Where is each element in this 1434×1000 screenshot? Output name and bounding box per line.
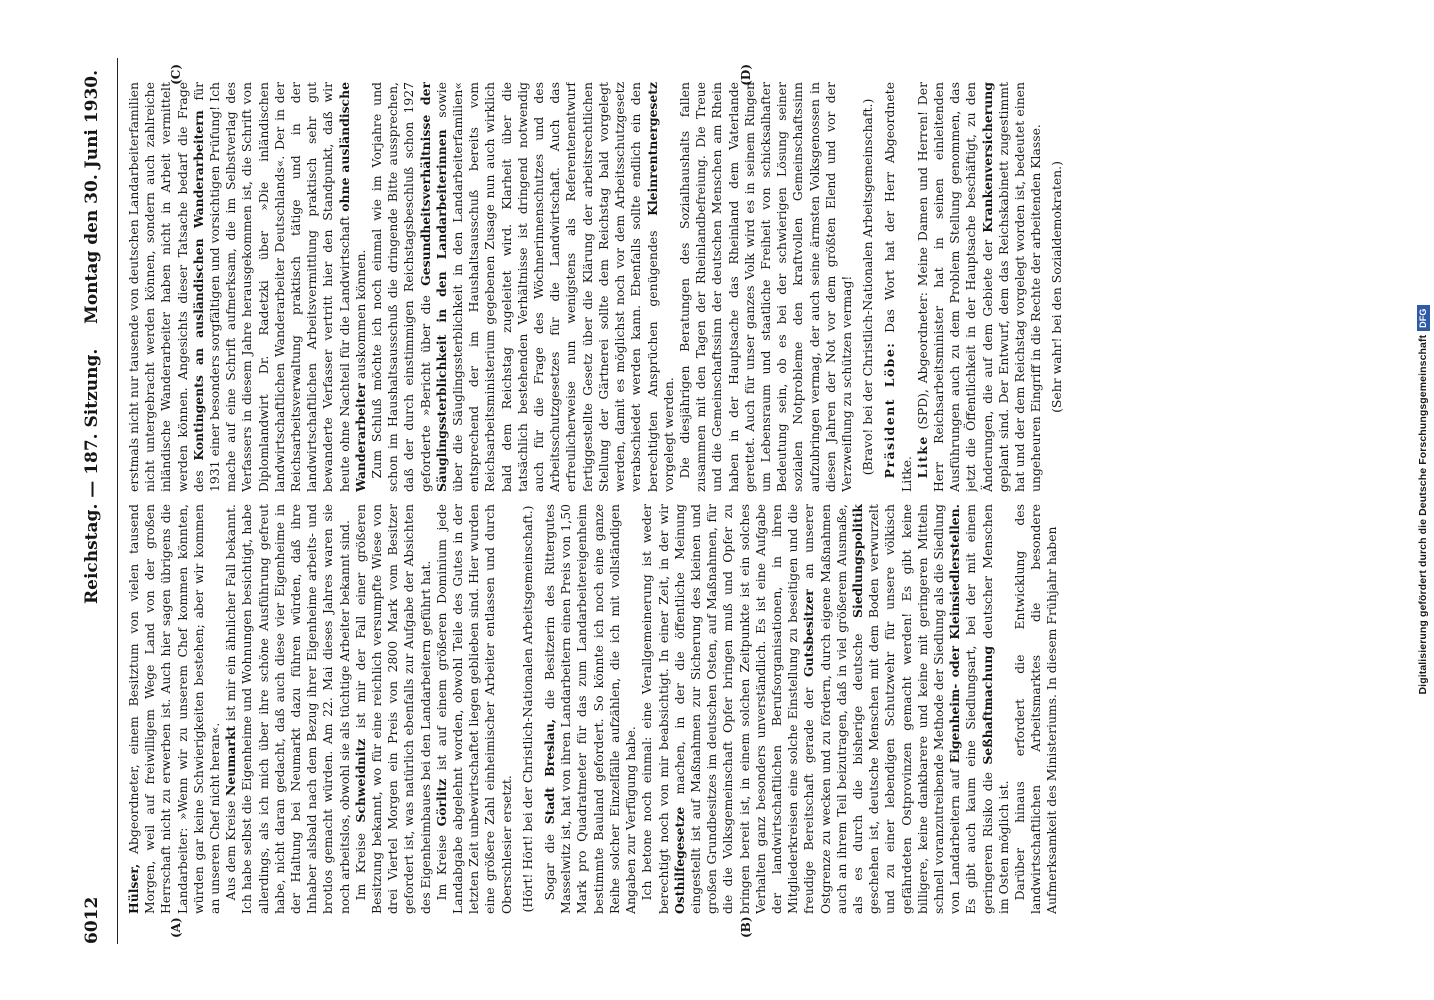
text-run: Aus dem Kreise [223, 800, 239, 901]
text-run: machen, in der die öffentliche Meinung eingestellt ist auf Maßnahmen zur Sicherung des kleinen und großen Grundbesitzes im deutschen Osten, auf Maßnahmen, für die die Volksgemeinschaft Opfer bringen muß und Opfer zu bringen bereit ist, in einem solchen Zeitpunkte ist ein solches Verhalten ganz besonders unverständlich. Es ist eine Aufgabe der landwirtschaftlichen Berufsorganisationen, in ihren Mitgliederkreisen eine solche Einstellung zu beseitigen und die freudige Bereitschaft gerade der [671, 504, 817, 914]
paragraph [882, 82, 914, 492]
emphasis-term: Osthilfegesetze [671, 806, 687, 914]
page-header [78, 58, 118, 944]
text-run: Darüber hinaus erfordert die Entwicklung des landwirtschaftlichen Arbeitsmarktes die besondere Aufmerksamkeit des Ministeriums. In diesem Frühjahr haben [1011, 504, 1060, 914]
text-run: ist mir ein ähnlicher Fall bekannt. Ich habe selbst die Eigenheime und Wohnungen besichtigt, habe allerdings, als ich mich über ihre schöne Ausführung gefreut habe, nicht daran gedacht, daß auch diese vier Eigenheime in der Haltung bei Neumarkt dazu führen würden, daß ihre Inhaber alsbald nach dem Bezug ihrer Eigenheime arbeits- und brotlos gemacht würden. Am 22. Mai dieses Jahres waren sie noch arbeitslos, obwohl sie als tüchtige Arbeiter bekannt sind. [223, 504, 352, 914]
right-column [126, 82, 1358, 492]
paragraph [639, 504, 1012, 914]
margin-letter-d: (D) [739, 64, 753, 86]
text-run: vorgelegt werden. [660, 377, 676, 492]
text-run: Im Kreise [352, 833, 368, 901]
dfg-logo: DFG [1417, 306, 1430, 331]
margin-letter-a: (A) [169, 917, 183, 938]
emphasis-place: Stadt Breslau, [542, 718, 558, 825]
text-run: ist auf einem größeren Dominium jede Landabgabe abgelehnt worden, obwohl Teile des Gutes in der letzten Zeit unbewirtschaftet liegen geblieben sind. Hier wurden eine größere Zahl einheimischer Arbeiter entlassen und durch Oberschlesier ersetzt. [433, 504, 514, 914]
running-title: Reichstag. — 187. Sitzung. [82, 348, 102, 604]
paragraph [223, 504, 353, 914]
text-run: für 1931 einer besonders sorgfältigen und vorsichtigen Prüfung! Ich mache auf eine Schrift aufmerksam, die im Selbstverlag des Verfassers in diesem Jahre herausgekommen ist, die Schrift von Diplomlandwirt Dr. Radetzki über »Die inländischen landwirtschaftlichen Wanderarbeiter Deutschlands«. Der in der Reichsarbeitsverwaltung praktisch tätige und in der landwirtschaftlichen Arbeitsvermittlung praktisch sehr gut bewanderte Verfasser vertritt hier den Standpunkt, daß wir heute ohne Nachteil für die Landwirtschaft [190, 82, 352, 492]
text-run: erstmals nicht nur tausende von deutschen Landarbeiterfamilien nicht untergebracht werden können, sondern auch zahlreiche inländische Wanderarbeiter haben nicht in Arbeit vermittelt werden können. Angesichts dieser Tatsache bedarf die Frage des [126, 82, 206, 492]
scanned-page-frame [78, 58, 1358, 944]
text-run: deutscher Menschen im Osten möglich ist. [979, 504, 1011, 914]
paragraph-text: einem Besitztum von vielen tausend Morgen, weil auf freiwilligem Wege Land von der großen Herrschaft nicht zu erwerben ist. Auch hier sagen übrigens die Landarbeiter: »Wenn wir zu unserem Chef kommen könnten, würden gar keine Schwierigkeiten bestehen; aber wir kommen an unseren Chef nicht heran«. [126, 504, 223, 914]
margin-letter-c: (C) [169, 64, 183, 85]
emphasis-term: Gutsbesitzer [801, 589, 817, 677]
paragraph [915, 82, 1045, 492]
interjection: (Bravo! bei der Christlich-Nationalen Arbeitsgemeinschaft.) [860, 98, 876, 476]
emphasis-term: Kontingents an ausländischen Wanderarbeitern [190, 110, 206, 461]
paragraph [353, 504, 434, 914]
paragraph [434, 504, 515, 914]
margin-letter-b: (B) [739, 916, 753, 938]
text-run: Ich betone noch einmal: eine Verallgemeinerung ist weder berechtigt noch von mir beabsichtigt. In einer Zeit, in der wir [639, 504, 671, 914]
interjection: (Sehr wahr! bei den Sozialdemokraten.) [1049, 161, 1065, 413]
interjection: (Hört! Hört! bei der Christlich-Nationalen Arbeitsgemeinschaft.) [519, 505, 535, 913]
paragraph [369, 82, 677, 492]
speaker-name: Präsident Löbe: [882, 341, 898, 479]
speaker-name: Hülser, [126, 863, 141, 914]
emphasis-term: Krankenversicherung [979, 82, 995, 233]
emphasis-term: Eigenheim- oder Kleinsiedlerstellen. [947, 504, 963, 764]
paragraph [126, 504, 223, 914]
text-run: die Besitzerin des Rittergutes Masselwitz ist, hat von ihren Landarbeitern einen Preis von 1,50 Mark pro Quadratmeter für das zum Landarbeitereigenheim bestimmte Bauland gefordert. So könnte ich noch eine ganze Reihe solcher Einzelfälle aufzählen, die ich mit vollständigen Angaben zur Verfügung habe. [542, 504, 639, 914]
left-column [126, 504, 1358, 914]
text-run: geplant sind. Der Entwurf, dem das Reichskabinett zugestimmt hat und der dem Reichstag vorgelegt worden ist, bedeutet einen ungeheuren Eingriff in die Rechte der arbeitenden Klasse. [995, 82, 1044, 492]
emphasis-term: Kleinrentnergesetz [644, 82, 660, 216]
emphasis-place: Neumarkt [223, 725, 239, 796]
emphasis-place: Schweidnitz [352, 738, 368, 823]
text-run: geschehen ist, deutsche Menschen mit dem Boden verwurzelt und zu einer lebendigen Schutzwehr für unsere völkisch gefährdeten Ostprovinzen gemacht werden! Es gibt keine billigere, keine dankbarere und keine mit geringeren Mitteln schnell voranzutreibende Methode der Siedlung als die Siedlung von Landarbeitern auf [866, 504, 963, 914]
emphasis-term: Gesundheitsverhältnisse der Säuglingssterblichkeit in den Landarbeiterinnen [417, 82, 449, 492]
text-run: Sogar die [542, 834, 558, 901]
speaker-name: Litke [914, 435, 930, 479]
paragraph [542, 504, 639, 914]
text-run: Zum Schluß möchte ich noch einmal wie im Vorjahre und schon im Haushaltsausschuß die dringende Bitte aussprechen, daß der durch einstimmigen Reichstagsbeschluß schon 1927 geforderte »Bericht über die [369, 82, 433, 492]
text-run: (SPD), Abgeordneter: Meine Damen und Herren! Der Herr Reichsarbeitsminister hat in seinen einleitenden Ausführungen auch zu dem Problem Stellung genommen, das jetzt die Öffentlichkeit in der Hauptsache beschäftigt, zu den Änderungen, die auf dem Gebiete der [914, 82, 995, 492]
page-number: 6012 [82, 896, 102, 944]
text-run: sowie über die Säuglingssterblichkeit in den Landarbeiterfamilien« entsprechend der im Haushaltsausschuß bereits vom Reichsarbeitsministerium gegebenen Zusage nun auch wirklich bald dem Reichstag zugeleitet wird. Klarheit über die tatsächlich bestehenden Verhältnisse ist dringend notwendig auch für die Frage des Wöchnerinnenschutzes und des Arbeitsschutzgesetzes für die Landwirtschaft. Auch das erfreulicherweise nun wenigstens als Referentenentwurf fertiggestellte Gesetz über die Klärung der arbeitsrechtlichen Stellung der Gärtnerei sollte dem Reichstag bald vorgelegt werden, damit es möglichst noch vor dem Arbeitsschutzgesetz verabschiedet werden kann. Ebenfalls sollte endlich ein den berechtigten Ansprüchen genügendes [433, 82, 660, 492]
emphasis-term: Seßhaftmachung [979, 645, 995, 765]
text-run: ist mir der Fall einer größeren Besitzung bekannt, wo für eine reichlich versumpfte Wiese von drei Viertel Morgen ein Preis von 2800 Mark vom Besitzer gefordert ist, was natürlich ebenfalls zur Aufgabe der Absichten des Eigenheimbaues bei den Landarbeitern geführt hat. [352, 504, 433, 914]
reichstag-protocol-page [78, 58, 1358, 944]
emphasis-term: ohne ausländische Wanderarbeiter [336, 82, 368, 492]
emphasis-place: Görlitz [433, 778, 449, 827]
digitization-note [1414, 0, 1432, 1000]
paragraph [126, 82, 369, 492]
text-run: an unserer Ostgrenze zu wecken und zu fördern, durch eigene Maßnahmen auch an ihrem Teil beizutragen, daß in viel größerem Ausmaße, als es durch die bisherige deutsche [801, 504, 865, 914]
digitization-note-text: Digitalisierung gefördert durch die Deutsche Forschungsgemeinschaft [1417, 334, 1429, 695]
text-run: Es gibt auch kaum eine Siedlungsart, bei der mit einem geringeren Risiko die [963, 504, 995, 914]
text-run: Im Kreise [433, 834, 449, 901]
text-run: auskommen können. [352, 249, 368, 380]
paragraph [677, 82, 855, 492]
paragraph [1012, 504, 1061, 914]
speaker-role: Abgeordneter, [126, 764, 141, 854]
text-run: Das Wort hat der Herr Abgeordnete Litke. [882, 82, 914, 492]
text-run: Die diesjährigen Beratungen des Sozialhaushalts fallen zusammen mit den Tagen der Rheinlandbefreiung. Die Treue und die Gemeinschaftssinn der deutschen Menschen am Rhein haben in der Hauptsache das Rheinland dem Vaterlande gerettet. Auch für unser ganzes Volk wird es in seinem Ringen um Lebensraum und staatliche Freiheit von schicksalhafter Bedeutung sein, ob es bei der schwierigen Lösung seiner sozialen Notprobleme den kraftvollen Gemeinschaftssinn aufzubringen vermag, der auch seine ärmsten Volksgenossen in diesen Jahren der Not vor dem größten Elend und vor der Verzweiflung zu schützen vermag! [676, 82, 854, 492]
emphasis-term: Siedlungspolitik [849, 504, 865, 618]
session-date: Montag den 30. Juni 1930. [82, 69, 102, 324]
